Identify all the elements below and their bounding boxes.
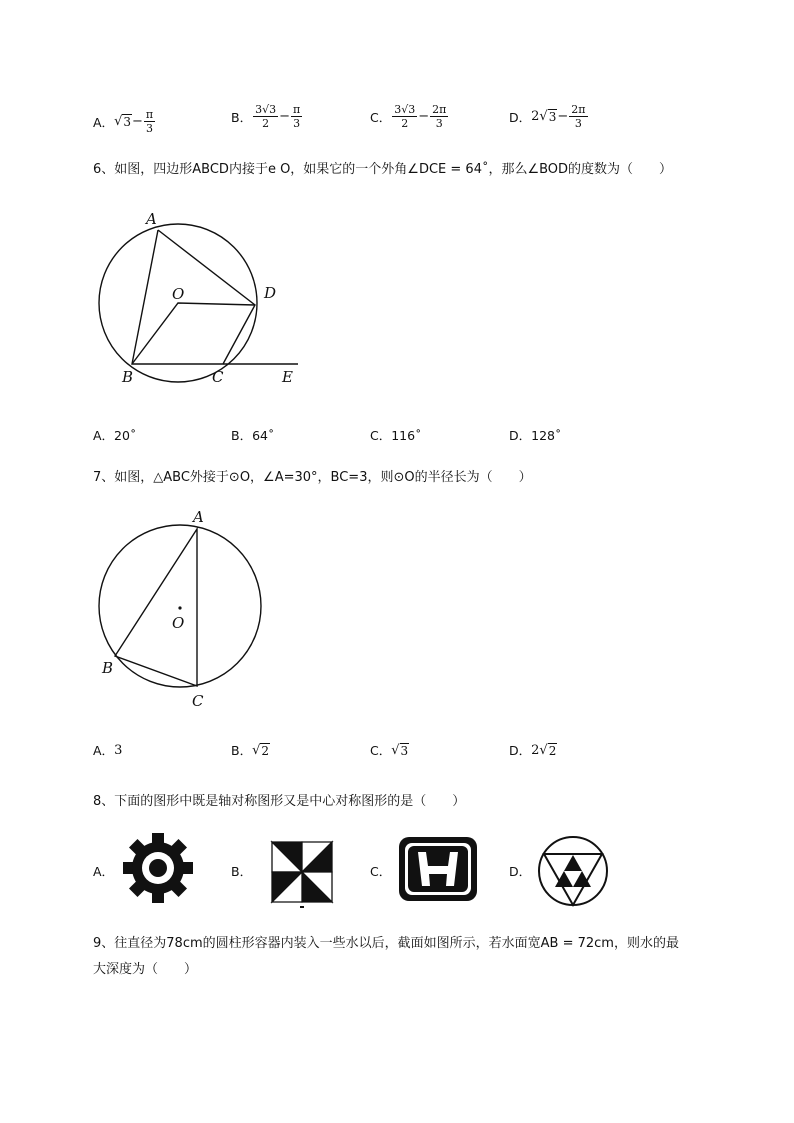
option-value: 3 [114,742,123,758]
q8-option-c[interactable]: C． [370,864,392,879]
label-a: A [193,508,204,526]
label-c: C [192,692,204,710]
q6-question-text: 6、如图，四边形ABCD内接于e O，如果它的一个外角∠DCE = 64˚，那么∠BOD的度数为（ ） [93,162,673,177]
minus-sign: − [279,109,290,124]
minus-sign: − [418,109,430,124]
q9-question-line2: 大深度为（ ） [93,962,198,977]
option-letter: D． [509,743,532,758]
q6-option-c[interactable]: C．116˚ [370,428,422,443]
label-e: E [282,368,293,386]
triangle-abc [115,529,197,686]
minus-sign: − [132,114,143,129]
label-o: O [172,614,185,632]
q5-option-a[interactable] [93,108,156,135]
label-c: C [212,368,224,386]
q7-option-c[interactable] [370,741,409,759]
q5-option-c[interactable] [370,103,449,130]
sqrt-expression: √ 3 [539,109,557,124]
q7-option-a[interactable] [93,741,122,759]
pinwheel-icon[interactable] [262,832,342,912]
option-letter: D． [509,109,532,125]
fraction: $\frac{2\pi}{3}$ [432,103,447,130]
honda-logo-icon[interactable] [398,836,478,902]
angle-bod [132,303,255,364]
triangle-circle-icon[interactable] [536,834,610,908]
coefficient: 2 [531,109,540,124]
fraction: $\frac{2\pi}{3}$ [571,103,586,130]
q6-option-d[interactable]: D．128˚ [509,428,562,443]
q8-option-b[interactable]: B． [231,864,253,879]
q7-question-text: 7、如图，△ABC外接于⊙O，∠A=30°，BC=3，则⊙O的半径长为（ ） [93,470,532,485]
fraction: $\frac{3√3}{2}$ [255,103,277,130]
q7-figure [90,502,270,712]
option-letter: A． [93,114,115,130]
option-letter: C． [370,109,392,125]
sqrt-expression: √ 2 [252,742,270,758]
label-b: B [102,659,114,677]
q6-option-b[interactable]: B．64˚ [231,428,275,443]
circumcircle-o [99,525,261,687]
label-o: O [172,285,185,303]
q5-option-b[interactable] [231,103,303,130]
label-b: B [122,368,134,386]
sqrt-expression: √ 3 [391,742,409,758]
q5-option-d[interactable] [509,103,589,130]
option-letter: B． [231,109,253,125]
minus-sign: − [557,109,569,124]
gear-icon[interactable] [122,832,194,904]
label-a: A [146,210,157,228]
q9-question-line1: 9、往直径为78cm的圆柱形容器内装入一些水以后，截面如图所示，若水面宽AB = 72cm，则水的最 [93,936,679,951]
q7-option-b[interactable] [231,741,270,759]
sqrt-expression: √ 3 [114,114,131,129]
center-dot [178,606,181,609]
option-letter: B． [231,743,253,758]
fraction: $\frac{\pi}{3}$ [145,108,154,135]
fraction: $\frac{3√3}{2}$ [394,103,416,130]
coefficient: 2 [531,742,540,758]
q6-figure [90,200,310,395]
q6-option-a[interactable]: A．20˚ [93,428,137,443]
q8-option-d[interactable]: D． [509,864,532,879]
sqrt-expression: √ 2 [539,742,557,758]
label-d: D [264,284,277,302]
option-letter: A． [93,743,115,758]
q8-question-text: 8、下面的图形中既是轴对称图形又是中心对称图形的是（ ） [93,794,466,809]
q7-option-d[interactable] [509,741,557,759]
option-letter: C． [370,743,392,758]
q8-option-a[interactable]: A． [93,864,115,879]
fraction: $\frac{\pi}{3}$ [293,103,301,130]
